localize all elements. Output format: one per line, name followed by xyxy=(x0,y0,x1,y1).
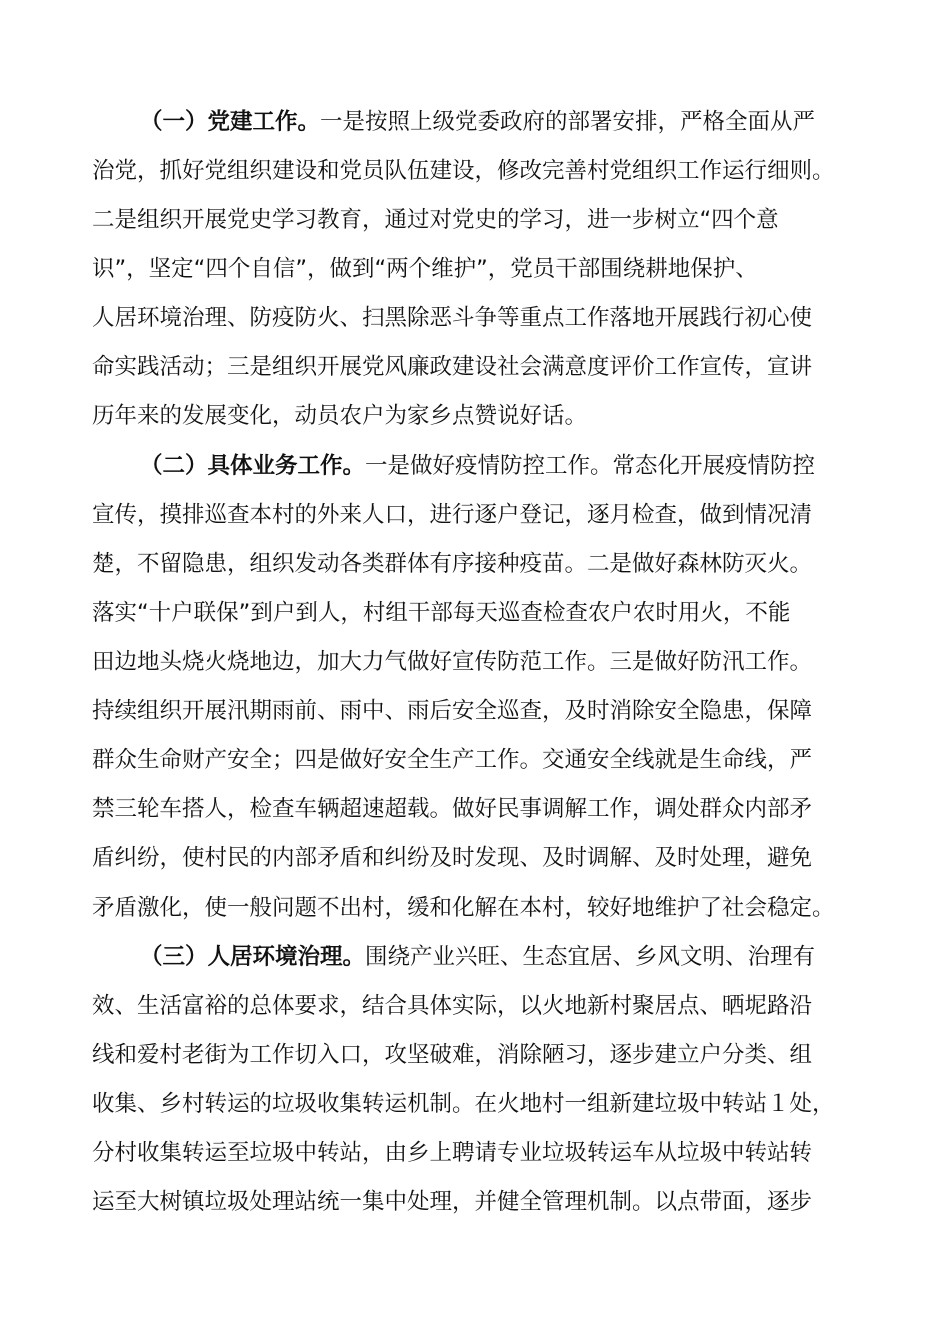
text-line: 识”，坚定“四个自信”，做到“两个维护”，党员干部围绕耕地保护、 xyxy=(92,256,758,282)
section-1-first-line xyxy=(140,107,930,137)
text-line: 楚，不留隐患，组织发动各类群体有序接种疫苗。二是做好森林防灭火。 xyxy=(92,551,813,577)
text-line: 落实“十户联保”到户到人，村组干部每天巡查检查农户农时用火，不能 xyxy=(92,600,791,626)
text-line: 二是组织开展党史学习教育，通过对党史的学习，进一步树立“四个意 xyxy=(92,207,779,233)
text-line: 效、生活富裕的总体要求，结合具体实际，以火地新村聚居点、晒坭路沿 xyxy=(92,993,813,1019)
text-line: 盾纠纷，使村民的内部矛盾和纠纷及时发现、及时调解、及时处理，避免 xyxy=(92,845,813,871)
section-1-heading: （一）党建工作。 xyxy=(140,109,321,135)
text-line: 命实践活动；三是组织开展党风廉政建设社会满意度评价工作宣传，宣讲 xyxy=(92,354,813,380)
text-line: 历年来的发展变化，动员农户为家乡点赞说好话。 xyxy=(92,403,588,429)
section-2-heading: （二）具体业务工作。 xyxy=(140,453,366,479)
text-line: 线和爱村老街为工作切入口，攻坚破难，消除陋习，逐步建立户分类、组 xyxy=(92,1042,813,1068)
text-line: 人居环境治理、防疫防火、扫黑除恶斗争等重点工作落地开展践行初心使 xyxy=(92,305,813,331)
text-line: 围绕产业兴旺、生态宜居、乡风文明、治理有 xyxy=(365,944,816,970)
text-line: 持续组织开展汛期雨前、雨中、雨后安全巡查，及时消除安全隐患，保障 xyxy=(92,698,813,724)
text-line: 收集、乡村转运的垃圾收集转运机制。在火地村一组新建垃圾中转站１处， xyxy=(92,1091,835,1117)
text-line: 群众生命财产安全；四是做好安全生产工作。交通安全线就是生命线，严 xyxy=(92,747,813,773)
text-line: 分村收集转运至垃圾中转站，由乡上聘请专业垃圾转运车从垃圾中转站转 xyxy=(92,1140,813,1166)
section-3-heading: （三）人居环境治理。 xyxy=(140,944,366,970)
text-line: 宣传，摸排巡查本村的外来人口，进行逐户登记，逐月检查，做到情况清 xyxy=(92,502,813,528)
text-line: 矛盾激化，使一般问题不出村，缓和化解在本村，较好地维护了社会稳定。 xyxy=(92,895,835,921)
section-3-first-line xyxy=(140,942,930,972)
text-line: 一是做好疫情防控工作。常态化开展疫情防控 xyxy=(365,453,816,479)
section-2-first-line xyxy=(140,451,930,481)
text-line: 禁三轮车搭人，检查车辆超速超载。做好民事调解工作，调处群众内部矛 xyxy=(92,796,813,822)
text-line: 运至大树镇垃圾处理站统一集中处理，并健全管理机制。以点带面，逐步 xyxy=(92,1189,813,1215)
text-line: 一是按照上级党委政府的部署安排，严格全面从严 xyxy=(320,109,816,135)
text-line: 田边地头烧火烧地边，加大力气做好宣传防范工作。三是做好防汛工作。 xyxy=(92,649,813,675)
text-line: 治党，抓好党组织建设和党员队伍建设，修改完善村党组织工作运行细则。 xyxy=(92,158,835,184)
